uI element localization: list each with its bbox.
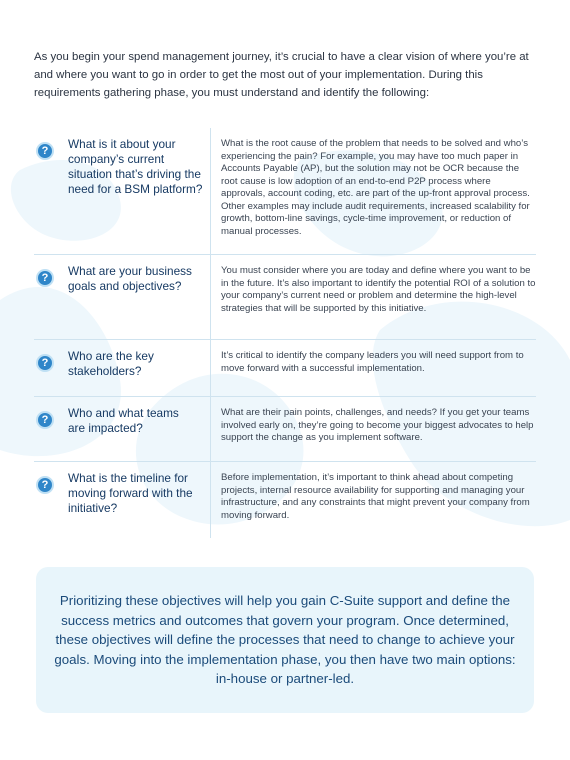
callout-text: Prioritizing these objectives will help you gain C-Suite support and define the success metrics and outcomes that govern your program. Once determined, these objectives will define the processes that need to change to achieve your goals. Moving into the implementation phase, you then have two main options: in-house or partner-led. bbox=[54, 593, 516, 687]
row-question: Who are the key stakeholders? bbox=[68, 349, 154, 378]
requirement-row bbox=[34, 255, 536, 340]
question-icon: ? bbox=[36, 269, 54, 287]
requirements-list bbox=[34, 128, 536, 538]
intro-paragraph: As you begin your spend management journey, it’s crucial to have a clear vision of where you’re at and where you want to go in order to get the most out of your implementation. During this requirements gathering phase, you must understand and identify the following: bbox=[34, 51, 529, 99]
row-answer: It’s critical to identify the company leaders you will need support from to move forward with a successful implementation. bbox=[221, 350, 524, 374]
row-question: What is the timeline for moving forward with the initiative? bbox=[68, 471, 193, 515]
question-icon: ? bbox=[36, 411, 54, 429]
row-answer: Before implementation, it’s important to think ahead about competing projects, internal resource availability for supporting and managing your infrastructure, and any constraints that might prevent your company from moving forward. bbox=[221, 472, 530, 521]
row-question: Who and what teams are impacted? bbox=[68, 406, 179, 435]
question-icon: ? bbox=[36, 476, 54, 494]
callout-box bbox=[36, 567, 534, 713]
requirement-row bbox=[34, 462, 536, 538]
requirement-row bbox=[34, 128, 536, 255]
requirement-row bbox=[34, 397, 536, 462]
row-answer: What are their pain points, challenges, and needs? If you get your teams involved early on, they’re going to become your biggest advocates to help support the change as you implement software. bbox=[221, 407, 534, 443]
requirement-row bbox=[34, 340, 536, 397]
question-icon: ? bbox=[36, 142, 54, 160]
question-icon: ? bbox=[36, 354, 54, 372]
row-answer: What is the root cause of the problem that needs to be solved and who’s experiencing the pain? For example, you may have too much paper in Accounts Payable (AP), but the solution may not be OCR because the root cause is low adoption of an end-to-end P2P process where approvals, account coding, etc. are part of the up-front approval process. Other examples may include audit requirements, increased scalability for growth, bottom-line savings, cycle-time improvement, or reduction of manual processes. bbox=[221, 138, 530, 237]
row-answer: You must consider where you are today and define where you want to be in the future. It’s also important to identify the potential ROI of a solution to your company’s current need or problem and determine the high-level strategies that will be supported by this initiative. bbox=[221, 265, 536, 314]
row-question: What are your business goals and objectives? bbox=[68, 264, 192, 293]
row-question: What is it about your company’s current situation that’s driving the need for a BSM platform? bbox=[68, 137, 203, 196]
